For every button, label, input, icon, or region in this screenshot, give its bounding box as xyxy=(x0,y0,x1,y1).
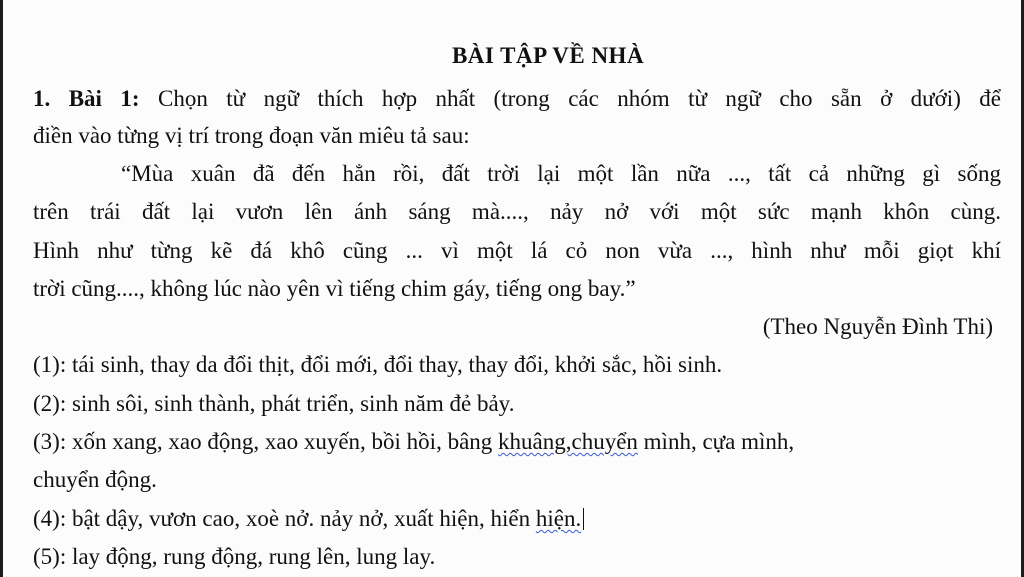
passage-line-3: Hình như từng kẽ đá khô cũng ... vì một lá cỏ non vừa ..., hình như mỗi giọt khí xyxy=(33,238,1001,263)
page-title: BÀI TẬP VỀ NHÀ xyxy=(451,43,645,68)
passage-line-2: trên trái đất lại vươn lên ánh sáng mà...., nảy nở với một sức mạnh khôn cùng. xyxy=(33,199,1001,224)
spellcheck-underlined-word: khuâng,chuyển xyxy=(498,429,638,454)
option-3-text-c: mình, cựa mình, xyxy=(637,429,795,454)
passage-line-1: “Mùa xuân đã đến hẳn rồi, đất trời lại một lần nữa ..., tất cả những gì sống xyxy=(121,161,1001,186)
exercise-instruction-line-2: điền vào từng vị trí trong đoạn văn miêu tả sau: xyxy=(33,123,470,148)
text-cursor xyxy=(583,508,584,530)
passage-line-4: trời cũng...., không lúc nào yên vì tiếng chim gáy, tiếng ong bay.” xyxy=(33,276,636,301)
exercise-instruction-line-1 xyxy=(33,84,1001,114)
passage-author: (Theo Nguyễn Đình Thi) xyxy=(762,314,993,339)
option-2: (2): sinh sôi, sinh thành, phát triển, sinh năm đẻ bảy. xyxy=(33,391,515,416)
option-4[interactable] xyxy=(33,504,1001,534)
exercise-label: 1. Bài 1: xyxy=(33,86,140,111)
instruction-text-1: Chọn từ ngữ thích hợp nhất (trong các nhóm từ ngữ cho sẵn ở dưới) để xyxy=(157,86,1002,111)
option-1: (1): tái sinh, thay da đổi thịt, đổi mới, đổi thay, thay đổi, khởi sắc, hồi sinh. xyxy=(33,352,723,377)
spellcheck-underlined-word-2: hiện. xyxy=(535,506,582,531)
option-3-text-a: (3): xốn xang, xao động, xao xuyến, bồi hồi, bâng xyxy=(33,429,499,454)
option-3-line-1 xyxy=(33,427,1001,457)
option-5: (5): lay động, rung động, rung lên, lung lay. xyxy=(33,544,436,569)
option-4-text-a: (4): bật dậy, vươn cao, xoè nở. nảy nở, xuất hiện, hiển xyxy=(33,506,536,531)
option-3-line-2: chuyển động. xyxy=(33,467,157,492)
